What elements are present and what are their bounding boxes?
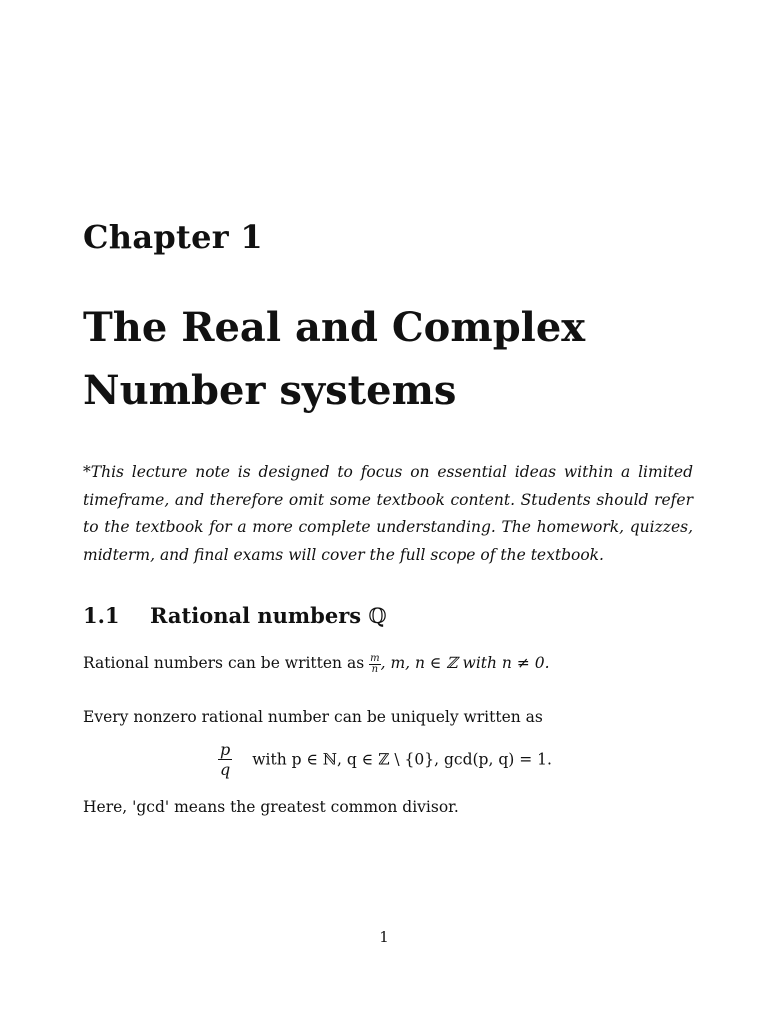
chapter-title-line-1: The Real and Complex — [83, 304, 586, 351]
fraction-numerator: m — [370, 653, 380, 664]
display-fraction-numerator: p — [220, 740, 231, 759]
paragraph-unique-representation: Every nonzero rational number can be uniquely written as — [83, 708, 543, 726]
rationals-symbol: ℚ — [368, 604, 387, 628]
equation-text: with p ∈ ℕ, q ∈ ℤ \ {0}, gcd(p, q) = 1. — [252, 750, 552, 769]
chapter-label: Chapter 1 — [83, 218, 263, 256]
chapter-title — [83, 296, 723, 422]
fraction-denominator: n — [371, 664, 379, 675]
section-number: 1.1 — [83, 603, 120, 628]
paragraph-rational-definition — [83, 654, 550, 675]
display-fraction-denominator: q — [220, 760, 231, 779]
display-equation — [218, 740, 552, 779]
page-number: 1 — [379, 928, 389, 946]
section-title: Rational numbers — [150, 603, 362, 628]
display-fraction — [218, 740, 232, 779]
inline-fraction — [369, 654, 380, 675]
paragraph-math-rest: , m, n ∈ ℤ with n ≠ 0. — [380, 654, 550, 672]
chapter-title-line-2: Number systems — [83, 367, 457, 414]
paragraph-gcd-definition: Here, 'gcd' means the greatest common divisor. — [83, 798, 459, 816]
paragraph-prefix: Rational numbers can be written as — [83, 654, 365, 672]
lecture-note: *This lecture note is designed to focus on essential ideas within a limited timeframe, and therefore omit some textbook content. Students should refer to the textbook for a more complete understanding. The homework, quizzes, midterm, and final exams will cover the full scope of the textbook. — [83, 463, 693, 564]
section-heading — [83, 603, 387, 628]
